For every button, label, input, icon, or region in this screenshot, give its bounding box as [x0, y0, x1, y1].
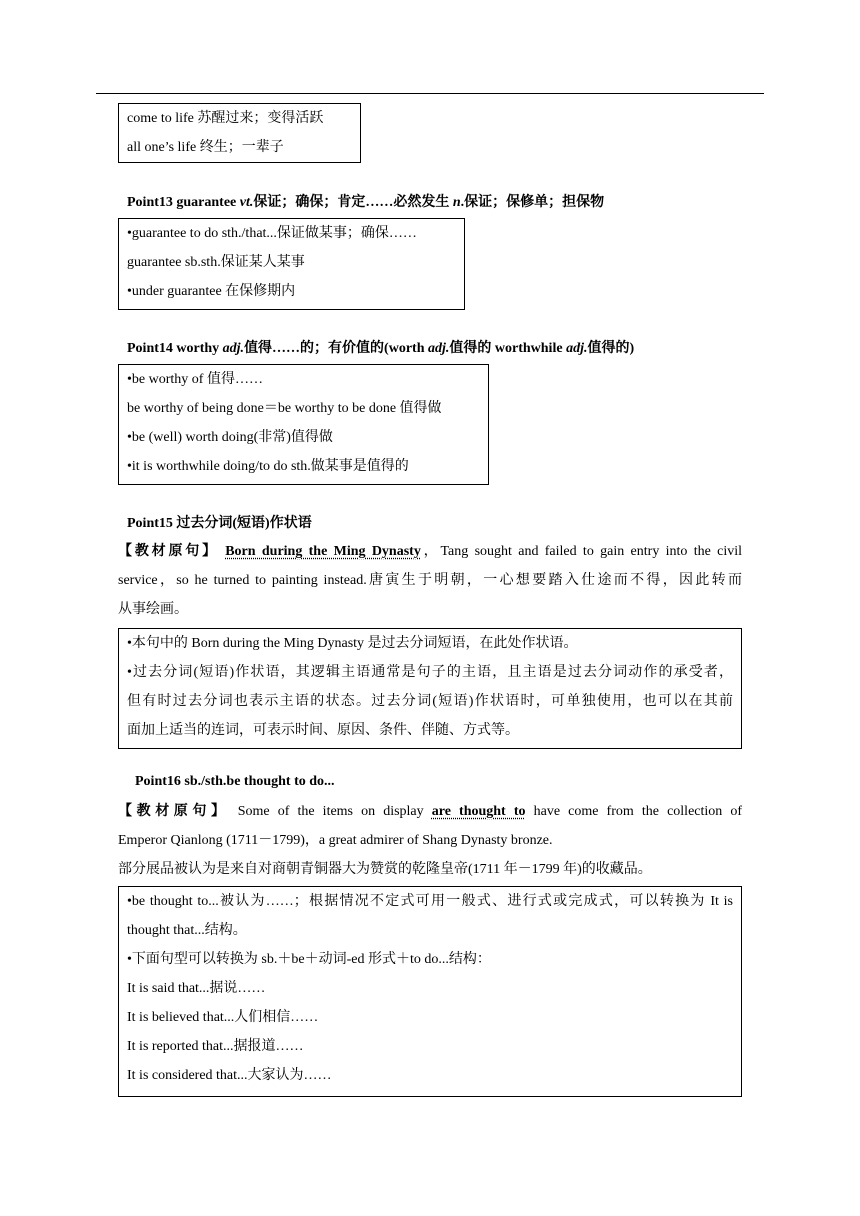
point15-box [118, 628, 742, 749]
box-line: come to life 苏醒过来；变得活跃 [127, 111, 324, 126]
point13-box [118, 218, 465, 310]
point16-heading: Point16 sb./sth.be thought to do... [135, 774, 335, 789]
para-line: Emperor Qianlong (1711－1799)，a great admirer of Shang Dynasty bronze. [118, 833, 553, 848]
meaning-text: 保证；确保；肯定……必然发生 [253, 195, 453, 210]
para-line: service，so he turned to painting instead.唐寅生于明朝，一心想要踏入仕途而不得，因此转而 [118, 573, 742, 588]
meaning-text: 值得的) [587, 341, 635, 356]
pos-label: adj. [428, 341, 450, 356]
pos-label: n [452, 195, 461, 210]
box-line: all one’s life 终生；一辈子 [127, 140, 284, 155]
para-line [118, 797, 742, 826]
point13-heading [127, 191, 604, 211]
para-line [118, 537, 742, 566]
box-line: •本句中的 Born during the Ming Dynasty 是过去分词短语，在此处作状语。 [127, 636, 578, 651]
heading-word: Point13 guarantee [127, 195, 240, 210]
meaning-text: .保证；保修单；担保物 [460, 195, 605, 210]
sentence-text: have come from the collection of [533, 804, 743, 819]
source-tag: 【教材原句】 [118, 804, 230, 819]
pos-label: vt. [239, 195, 254, 210]
box-line: 面加上适当的连词，可表示时间、原因、条件、伴随、方式等。 [127, 723, 519, 738]
box-line: thought that...结构。 [127, 923, 247, 938]
meaning-text: 值得的 worthwhile [449, 341, 567, 356]
box-line: •下面句型可以转换为 sb.＋be＋动词-ed 形式＋to do...结构： [127, 952, 491, 967]
box-line: •guarantee to do sth./that...保证做某事；确保…… [127, 226, 417, 241]
box-line: It is reported that...据报道…… [127, 1039, 304, 1054]
heading-word: Point14 worthy [127, 341, 223, 356]
underlined-phrase: are thought to [431, 804, 526, 819]
box-line: It is believed that...人们相信…… [127, 1010, 319, 1025]
pos-label: adj. [222, 341, 245, 356]
box-line: 但有时过去分词也表示主语的状态。过去分词(短语)作状语时，可单独使用，也可以在其前 [127, 694, 733, 709]
point15-heading: Point15 过去分词(短语)作状语 [127, 516, 312, 531]
box-line: be worthy of being done＝be worthy to be done 值得做 [127, 401, 442, 416]
underlined-phrase: Born during the Ming Dynasty [225, 544, 421, 559]
point14-box [118, 364, 489, 485]
sentence-text: Some of the items on display [237, 804, 424, 819]
box-line: •be thought to...被认为……；根据情况不定式可用一般式、进行式或完成式，可以转换为 It is [127, 894, 733, 909]
box-line: It is said that...据说…… [127, 981, 266, 996]
point16-box [118, 886, 742, 1097]
point15-original-sentence [118, 537, 742, 624]
para-line: 从事绘画。 [118, 602, 188, 617]
box-line: •be worthy of 值得…… [127, 372, 263, 387]
phrase-box-life [118, 103, 361, 163]
box-line: •过去分词(短语)作状语，其逻辑主语通常是句子的主语，且主语是过去分词动作的承受者， [127, 665, 733, 680]
pos-label: adj. [566, 341, 588, 356]
point14-heading [127, 337, 634, 357]
box-line: •under guarantee 在保修期内 [127, 284, 296, 299]
box-line: •it is worthwhile doing/to do sth.做某事是值得的 [127, 459, 409, 474]
header-rule [96, 93, 764, 94]
box-line: •be (well) worth doing(非常)值得做 [127, 430, 333, 445]
box-line: guarantee sb.sth.保证某人某事 [127, 255, 305, 270]
point16-original-sentence [118, 797, 742, 884]
meaning-text: 值得……的；有价值的(worth [244, 341, 428, 356]
source-tag: 【教材原句】 [118, 544, 219, 559]
box-line: It is considered that...大家认为…… [127, 1068, 332, 1083]
para-line: 部分展品被认为是来自对商朝青铜器大为赞赏的乾隆皇帝(1711 年－1799 年)的收藏品。 [118, 862, 652, 877]
sentence-text: ，Tang sought and failed to gain entry into the civil [420, 544, 743, 559]
